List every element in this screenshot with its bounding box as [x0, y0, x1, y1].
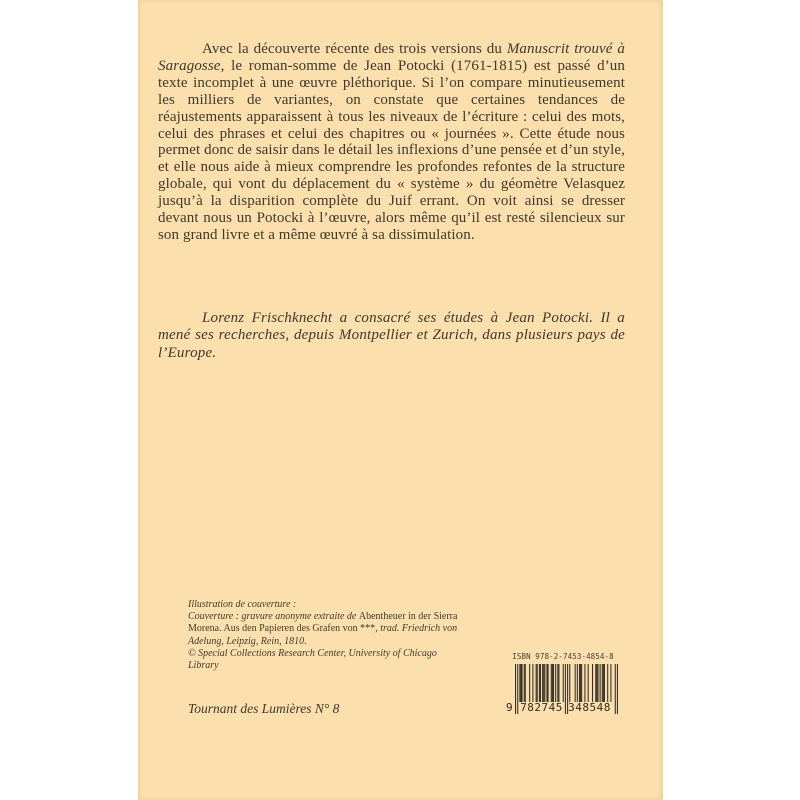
barcode-bars-area — [506, 664, 620, 716]
cover-credits-block — [188, 599, 464, 672]
ean-right-digits: 348548 — [568, 701, 611, 714]
synopsis-paragraph: Avec la découverte récente des trois versions du Manuscrit trouvé à Saragosse, le roman-somme de Jean Potocki (1761-1815) est passé d’un texte incomplet à une œuvre pléthorique. Si l’on compare minutieusement les milliers de variantes, on constate que certaines tendances de réajustements apparaissent à tous les niveaux de l’écriture : celui des mots, celui des phrases et celui des chapitres ou « journées ». Cette étude nous permet donc de saisir dans le détail les inflexions d’une pensée et d’un style, et elle nous aide à mieux comprendre les profondes refontes de la structure globale, qui vont du déplacement du « système » du géomètre Velasquez jusqu’à la disparition complète du Juif errant. On voit ainsi se dresser devant nous un Potocki à l’œuvre, alors même qu’il est resté silencieux sur son grand livre et a même œuvré à sa dissimulation. — [158, 41, 625, 243]
back-cover-page — [138, 0, 663, 800]
credits-source-line: Couverture : gravure anonyme extraite de Abentheuer in der Sierra Morena. Aus den Papieren des Grafen von ***, trad. Friedrich von Adelung, Leipzig, Rein, 1810. — [188, 611, 458, 647]
ean-left-digits: 782745 — [520, 701, 563, 714]
ean-first-digit: 9 — [506, 701, 513, 714]
isbn-label: ISBN 978-2-7453-4854-8 — [512, 652, 614, 661]
collection-series-title: Tournant des Lumières N° 8 — [188, 701, 340, 716]
credits-heading: Illustration de couverture : — [188, 599, 297, 610]
barcode-block — [506, 652, 620, 716]
author-bio-paragraph: Lorenz Frischknecht a consacré ses études à Jean Potocki. Il a mené ses recherches, depuis Montpellier et Zurich, dans plusieurs pays de l’Europe. — [158, 310, 625, 361]
credits-copyright-line: © Special Collections Research Center, University of Chicago Library — [188, 647, 437, 672]
